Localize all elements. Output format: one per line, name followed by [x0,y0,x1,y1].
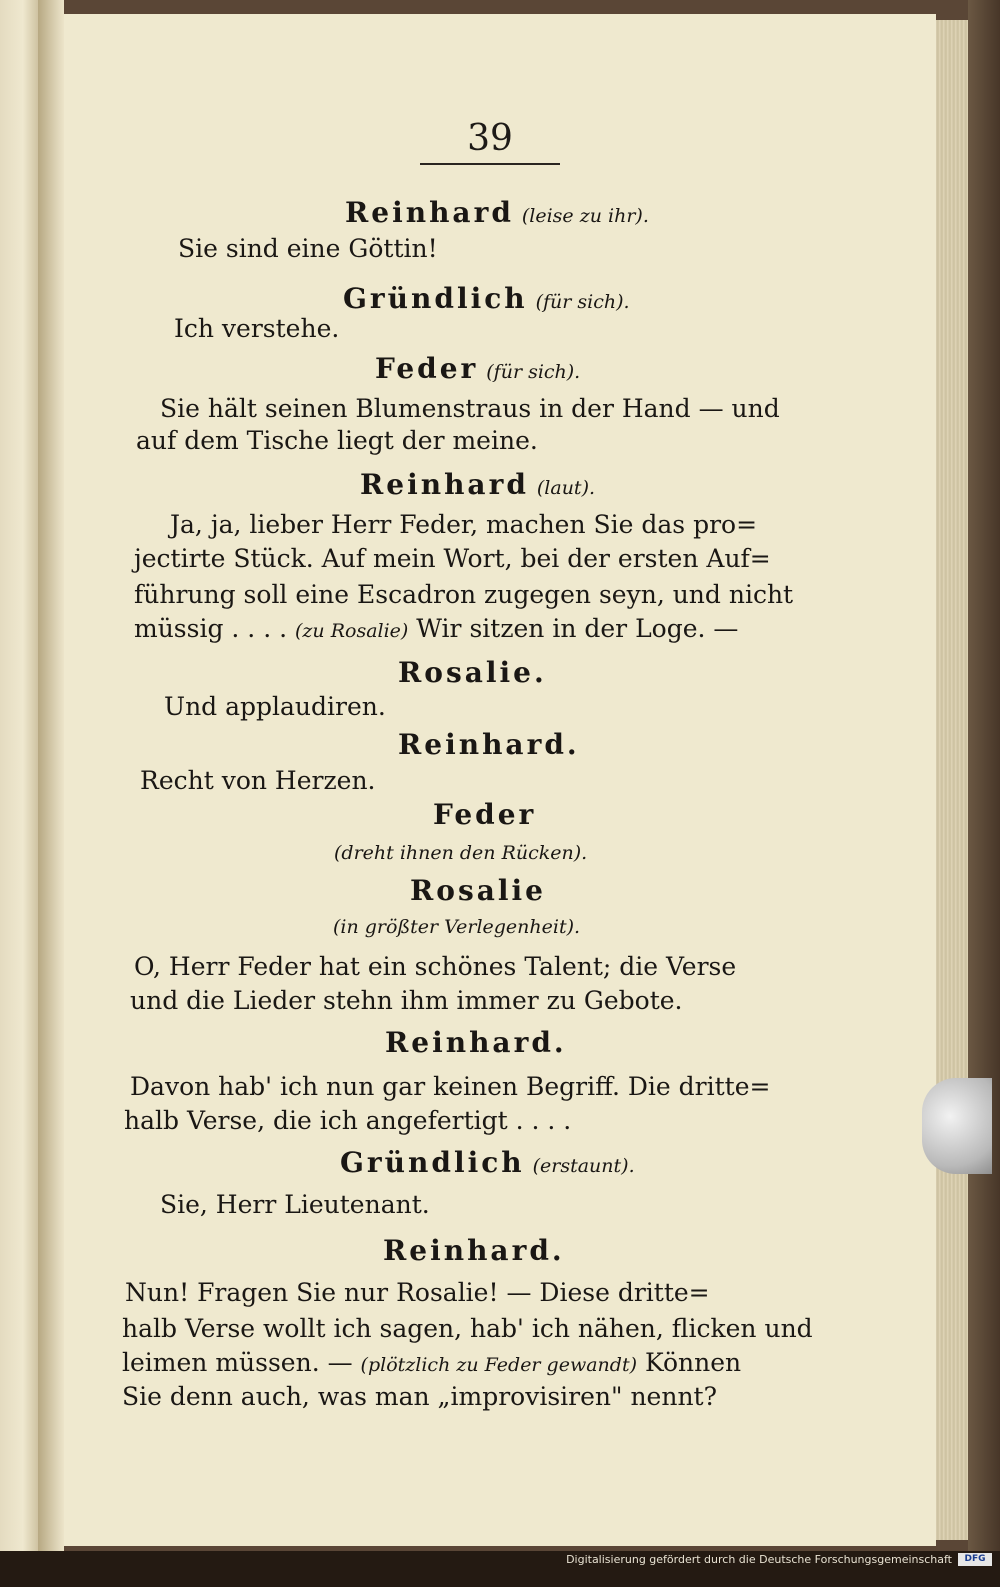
speaker-line [340,1146,635,1183]
speaker-name: Reinhard. [385,1026,567,1059]
speaker-line [398,656,547,691]
speaker-line [345,196,649,233]
stage-direction: (für sich). [486,361,581,383]
speaker-name: Rosalie. [398,656,547,689]
speaker-line [360,468,595,505]
stage-direction: (in größter Verlegenheit). [333,916,581,938]
book-cover-edge [968,0,1000,1587]
stage-direction: (plötzlich zu Feder gewandt) [360,1354,638,1376]
dialogue-line: führung soll eine Escadron zugegen seyn, und nicht [134,580,794,609]
stage-direction: (für sich). [535,291,630,313]
dialogue-line: auf dem Tische liegt der meine. [136,426,538,455]
dialogue-text: Können [644,1348,742,1377]
dialogue-line: Recht von Herzen. [140,766,376,795]
speaker-line [433,798,536,833]
speaker-name: Reinhard [345,196,514,229]
speaker-name: Reinhard [360,468,529,501]
dialogue-line: halb Verse wollt ich sagen, hab' ich nähen, flicken und [122,1314,813,1343]
dialogue-line: halb Verse, die ich angefertigt . . . . [124,1106,572,1135]
stage-direction: (erstaunt). [532,1155,635,1177]
speaker-line [343,282,630,319]
dialogue-line [122,1346,741,1382]
dialogue-line: Sie sind eine Göttin! [178,234,438,263]
dialogue-line: O, Herr Feder hat ein schönes Talent; die Verse [134,952,737,981]
dialogue-line: Und applaudiren. [164,692,386,721]
speaker-name: Reinhard. [383,1234,565,1267]
dialogue-text: Wir sitzen in der Loge. — [416,614,739,643]
dialogue-line [134,612,738,648]
page-number: 39 [467,118,513,159]
speaker-name: Feder [433,798,537,831]
dfg-logo: DFG [958,1553,992,1566]
speaker-name: Reinhard. [398,728,580,761]
speaker-name: Feder [375,352,479,385]
gutter-shadow [38,0,64,1587]
dialogue-text: leimen müssen. — [122,1348,353,1377]
dialogue-line: Sie, Herr Lieutenant. [160,1190,430,1219]
stage-line [333,908,580,944]
speaker-line [383,1234,565,1269]
dialogue-line: jectirte Stück. Auf mein Wort, bei der ersten Auf= [134,544,771,573]
stage-direction: (zu Rosalie) [295,620,409,642]
page-holder-clip [922,1078,992,1174]
header-rule [420,163,560,165]
speaker-line [375,352,580,389]
speaker-line [410,874,546,909]
dialogue-line: und die Lieder stehn ihm immer zu Gebote. [130,986,683,1015]
speaker-line [398,728,580,763]
dialogue-line: Nun! Fragen Sie nur Rosalie! — Diese dritte= [125,1278,710,1307]
stage-direction: (dreht ihnen den Rücken). [334,842,588,864]
speaker-name: Gründlich [340,1146,525,1179]
left-page-edge [0,0,38,1587]
speaker-name: Gründlich [343,282,528,315]
dialogue-line: Davon hab' ich nun gar keinen Begriff. Die dritte= [130,1072,771,1101]
dialogue-text: müssig . . . . [134,614,288,643]
dialogue-line: Ja, ja, lieber Herr Feder, machen Sie das pro= [170,510,758,539]
stage-direction: (leise zu ihr). [521,205,649,227]
speaker-name: Rosalie [410,874,546,907]
dialogue-line: Ich verstehe. [174,314,340,343]
stage-direction: (laut). [536,477,596,499]
page-edges [936,20,970,1540]
speaker-line [385,1026,567,1061]
footer-credit: Digitalisierung gefördert durch die Deutsche Forschungsgemeinschaft [566,1553,952,1566]
dialogue-line: Sie hält seinen Blumenstraus in der Hand — und [160,394,780,423]
stage-line [334,834,587,870]
dialogue-line: Sie denn auch, was man „improvisiren" nennt? [122,1382,717,1411]
